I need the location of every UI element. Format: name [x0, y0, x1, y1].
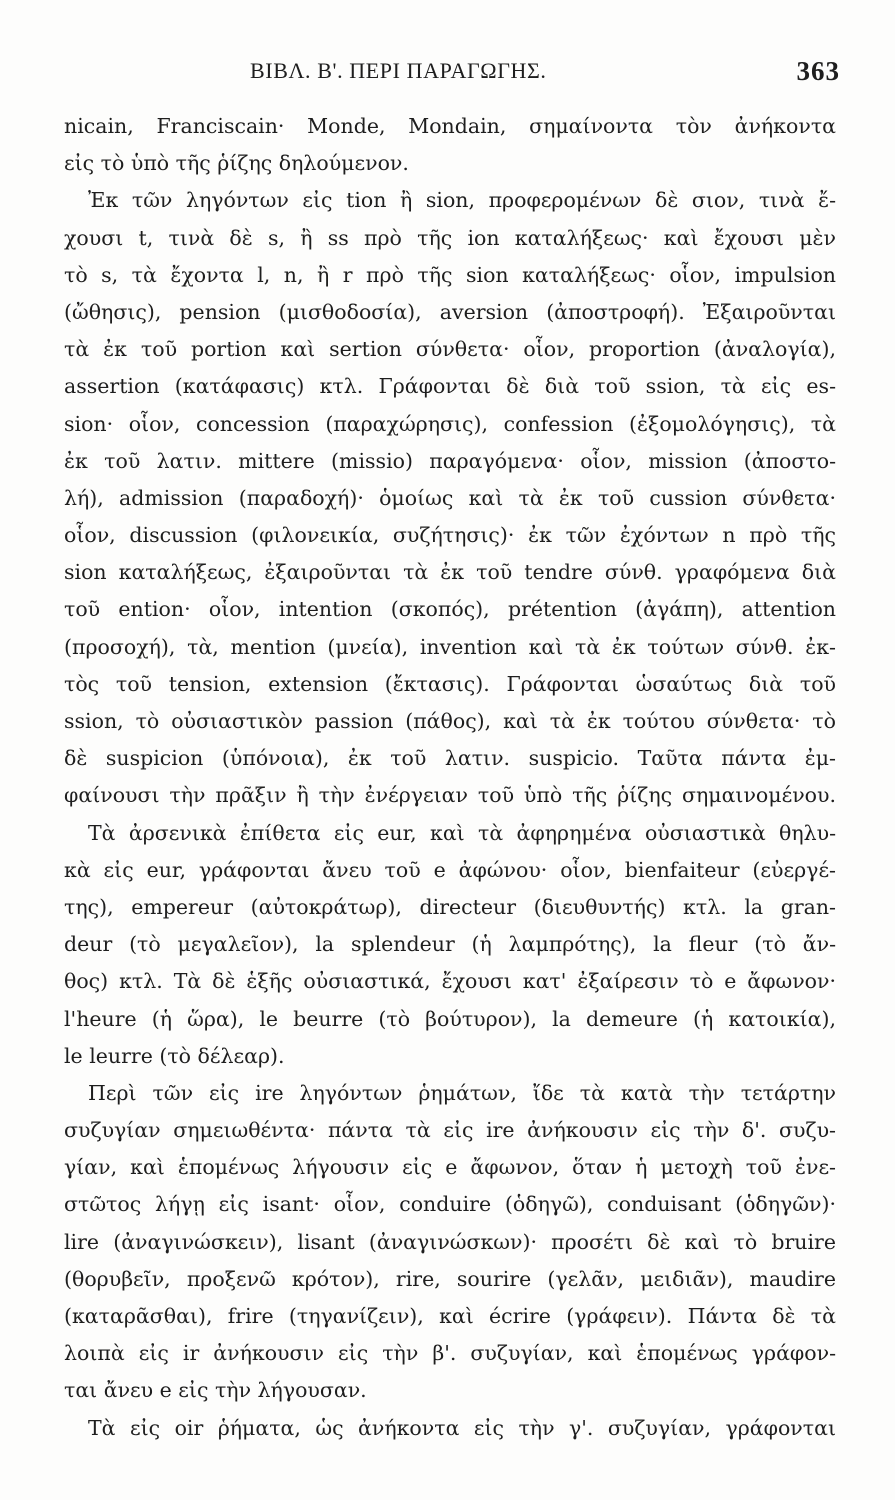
text-line: τοῦ ention· οἷον, intention (σκοπός), prétention (ἀγάπη), attention [64, 597, 836, 622]
text-line: γίαν, καὶ ἑπομένως λήγουσιν εἰς e ἄφωνον, ὅταν ἡ μετοχὴ τοῦ ἐνε- [64, 1155, 836, 1180]
text-line: εἰς τὸ ὑπὸ τῆς ῥίζης δηλούμενον. [64, 151, 409, 176]
text-line: (ὤθησις), pension (μισθοδοσία), aversion (ἀποστροφή). Ἐξαιροῦνται [64, 299, 836, 324]
text-line: sion· οἷον, concession (παραχώρησις), confession (ἐξομολόγησις), τὰ [64, 411, 836, 436]
text-line: Ἐκ τῶν ληγόντων εἰς tion ἢ sion, προφερομένων δὲ σιον, τινὰ ἔ- [88, 188, 836, 213]
text-line: Περὶ τῶν εἰς ire ληγόντων ῥημάτων, ἴδε τὰ κατὰ τὴν τετάρτην [88, 1080, 836, 1105]
text-line: της), empereur (αὐτοκράτωρ), directeur (διευθυντής) κτλ. la gran- [64, 894, 836, 919]
text-line: deur (τὸ μεγαλεῖον), la splendeur (ἡ λαμπρότης), la fleur (τὸ ἄν- [64, 932, 836, 957]
text-line: δὲ suspicion (ὑπόνοια), ἐκ τοῦ λατιν. suspicio. Ταῦτα πάντα ἐμ- [64, 746, 836, 771]
text-line: τὰ ἐκ τοῦ portion καὶ sertion σύνθετα· οἷον, proportion (ἀναλογία), [64, 337, 836, 362]
page-number: 363 [796, 56, 840, 86]
text-line: (καταρᾶσθαι), frire (τηγανίζειν), καὶ écrire (γράφειν). Πάντα δὲ τὰ [64, 1304, 836, 1328]
text-line: nicain, Franciscain· Monde, Mondain, σημαίνοντα τὸν ἀνήκοντα [64, 114, 836, 138]
text-line: τὸς τοῦ tension, extension (ἔκτασις). Γράφονται ὡσαύτως διὰ τοῦ [64, 671, 836, 696]
running-head [60, 58, 840, 94]
text-line: (θορυβεῖν, προξενῶ κρότον), rire, sourire (γελᾶν, μειδιᾶν), maudire [64, 1266, 836, 1291]
text-line: κὰ εἰς eur, γράφονται ἄνευ τοῦ e ἀφώνου· οἷον, bienfaiteur (εὐεργέ- [64, 857, 836, 882]
body-text [64, 108, 836, 1447]
running-title: ΒΙΒΛ. Β'. ΠΕΡΙ ΠΑΡΑΓΩΓΗΣ. [250, 58, 547, 83]
text-line: συζυγίαν σημειωθέντα· πάντα τὰ εἰς ire ἀνήκουσιν εἰς τὴν δ'. συζυ- [64, 1118, 836, 1143]
text-line: λοιπὰ εἰς ir ἀνήκουσιν εἰς τὴν β'. συζυγίαν, καὶ ἑπομένως γράφον- [64, 1341, 836, 1366]
text-line: θος) κτλ. Τὰ δὲ ἑξῆς οὐσιαστικά, ἔχουσι κατ' ἐξαίρεσιν τὸ e ἄφωνον· [64, 969, 836, 994]
text-line: Τὰ ἀρσενικὰ ἐπίθετα εἰς eur, καὶ τὰ ἀφηρημένα οὐσιαστικὰ θηλυ- [88, 820, 836, 845]
text-line: (προσοχή), τὰ, mention (μνεία), invention καὶ τὰ ἐκ τούτων σύνθ. ἐκ- [64, 634, 836, 659]
text-line: ssion, τὸ οὐσιαστικὸν passion (πάθος), καὶ τὰ ἐκ τούτου σύνθετα· τὸ [64, 709, 836, 733]
text-line: sion καταλήξεως, ἐξαιροῦνται τὰ ἐκ τοῦ tendre σύνθ. γραφόμενα διὰ [64, 560, 836, 585]
text-line: Τὰ εἰς oir ῥήματα, ὡς ἀνήκοντα εἰς τὴν γ'. συζυγίαν, γράφονται [88, 1415, 836, 1440]
text-line: le leurre (τὸ δέλεαρ). [64, 1043, 285, 1068]
text-line: ται ἄνευ e εἰς τὴν λήγουσαν. [64, 1378, 367, 1403]
text-line: οἷον, discussion (φιλονεικία, συζήτησις)· ἐκ τῶν ἐχόντων n πρὸ τῆς [64, 523, 836, 548]
text-line: l'heure (ἡ ὥρα), le beurre (τὸ βούτυρον), la demeure (ἡ κατοικία), [64, 1006, 836, 1031]
text-line: χουσι t, τινὰ δὲ s, ἢ ss πρὸ τῆς ion καταλήξεως· καὶ ἔχουσι μὲν [64, 225, 836, 250]
text-line: στῶτος λήγῃ εἰς isant· οἷον, conduire (ὁδηγῶ), conduisant (ὁδηγῶν)· [64, 1192, 836, 1217]
text-line: assertion (κατάφασις) κτλ. Γράφονται δὲ διὰ τοῦ ssion, τὰ εἰς es- [64, 374, 836, 399]
text-line: φαίνουσι τὴν πρᾶξιν ἢ τὴν ἐνέργειαν τοῦ ὑπὸ τῆς ῥίζης σημαινομένου. [64, 783, 836, 808]
text-line: τὸ s, τὰ ἔχοντα l, n, ἢ r πρὸ τῆς sion καταλήξεως· οἷον, impulsion [64, 262, 836, 287]
text-line: ἐκ τοῦ λατιν. mittere (missio) παραγόμενα· οἷον, mission (ἀποστο- [64, 448, 836, 473]
text-line: λή), admission (παραδοχή)· ὁμοίως καὶ τὰ ἐκ τοῦ cussion σύνθετα· [64, 485, 836, 510]
text-line: lire (ἀναγινώσκειν), lisant (ἀναγινώσκων)· προσέτι δὲ καὶ τὸ bruire [64, 1229, 836, 1254]
